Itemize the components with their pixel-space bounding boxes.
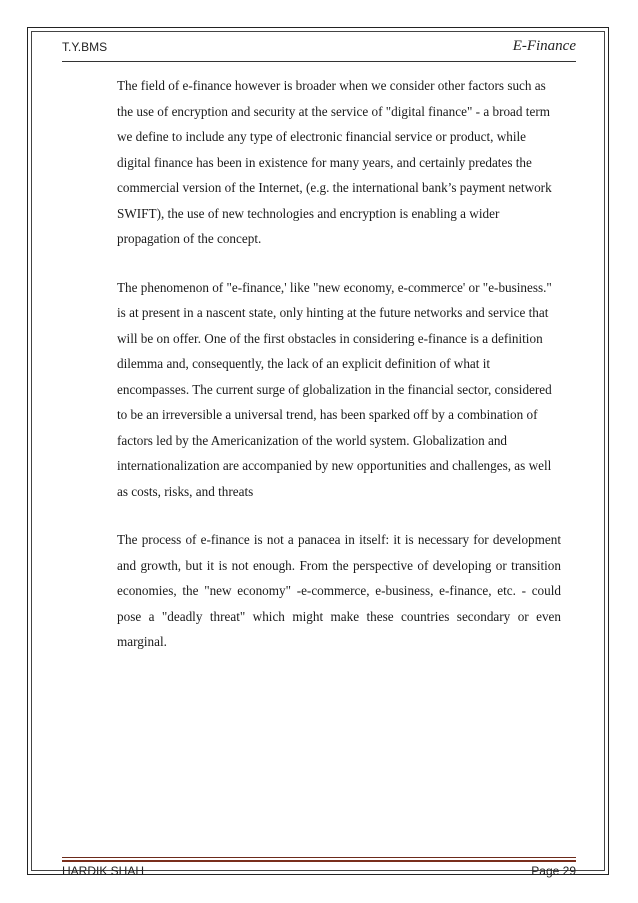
header-divider (62, 61, 576, 62)
header-course-label: T.Y.BMS (62, 40, 108, 54)
paragraph-1: The field of e-finance however is broader when we consider other factors such as the use of encryption and security at the service of "digital finance" - a broad term we define to include any type of electronic financial service or product, while digital finance has been in existence for many years, and certainly predates the commercial version of the Internet, (e.g. the international bank’s payment network SWIFT), the use of new technologies and encryption is enabling a wider propagation of the concept. (117, 78, 552, 246)
page-header (62, 38, 576, 60)
header-subject-title: E-Finance (512, 38, 576, 54)
footer-author: HARDIK SHAH (62, 864, 145, 878)
footer-page-number: Page 29 (531, 864, 576, 878)
page-body (117, 73, 561, 678)
paragraph-3: The process of e-finance is not a panacea in itself: it is necessary for development and growth, but it is not enough. From the perspective of developing or transition economies, the "new economy" -e-commerce, e-business, e-finance, etc. - could pose a "deadly threat" which might make these countries secondary or even marginal. (117, 532, 561, 649)
footer-divider-thin (62, 857, 576, 858)
footer-divider-thick (62, 860, 576, 862)
paragraph-2: The phenomenon of "e-finance,' like "new economy, e-commerce' or "e-business." is at present in a nascent state, only hinting at the future networks and service that will be on offer. One of the first obstacles in considering e-finance is a definition dilemma and, consequently, the lack of an explicit definition of what it encompasses. The current surge of globalization in the financial sector, considered to be an irreversible a universal trend, has been sparked off by a combination of factors led by the Americanization of the world system. Globalization and internationalization are accompanied by new opportunities and challenges, as well as costs, risks, and threats (117, 279, 552, 499)
